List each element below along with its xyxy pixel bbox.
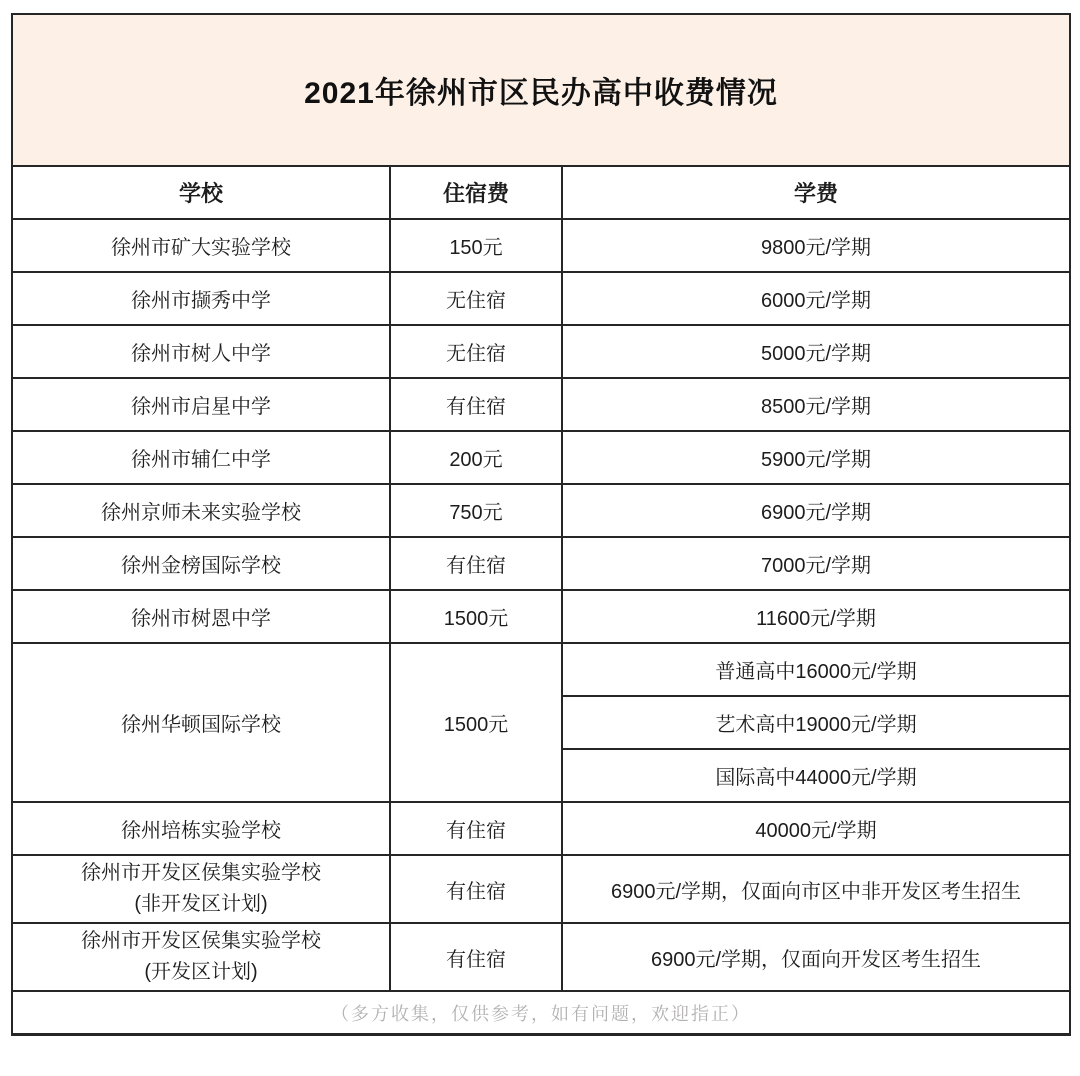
tuition-cell: 6900元/学期，仅面向市区中非开发区考生招生: [562, 855, 1070, 923]
table-footnote: （多方收集，仅供参考，如有问题，欢迎指正）: [12, 991, 1070, 1035]
boarding-cell: 有住宿: [390, 537, 562, 590]
school-cell: 徐州华顿国际学校: [12, 643, 390, 802]
tuition-cell: 9800元/学期: [562, 219, 1070, 272]
tuition-cell: 8500元/学期: [562, 378, 1070, 431]
boarding-cell: 有住宿: [390, 802, 562, 855]
table-row: [12, 219, 1070, 272]
school-name-line2: (非开发区计划): [134, 893, 268, 915]
tuition-cell: 11600元/学期: [562, 590, 1070, 643]
boarding-cell: 无住宿: [390, 272, 562, 325]
boarding-cell: 1500元: [390, 643, 562, 802]
table-row: [12, 802, 1070, 855]
tuition-cell: 6900元/学期，仅面向开发区考生招生: [562, 923, 1070, 991]
tuition-cell: 艺术高中19000元/学期: [562, 696, 1070, 749]
school-cell: 徐州京师未来实验学校: [12, 484, 390, 537]
school-cell: 徐州市矿大实验学校: [12, 219, 390, 272]
table-row: [12, 923, 1070, 991]
tuition-cell: 6900元/学期: [562, 484, 1070, 537]
boarding-cell: 750元: [390, 484, 562, 537]
column-header-boarding: 住宿费: [390, 166, 562, 219]
school-name-line1: 徐州市开发区侯集实验学校: [81, 930, 321, 952]
school-cell: 徐州市撷秀中学: [12, 272, 390, 325]
title-row: [12, 14, 1070, 166]
table-row: [12, 537, 1070, 590]
table-row: [12, 590, 1070, 643]
table-row: [12, 431, 1070, 484]
table-row: [12, 378, 1070, 431]
table-row: [12, 272, 1070, 325]
fees-table: [11, 13, 1071, 1036]
school-cell: [12, 855, 390, 923]
column-header-school: 学校: [12, 166, 390, 219]
boarding-cell: 200元: [390, 431, 562, 484]
school-name-line2: (开发区计划): [144, 961, 258, 983]
school-cell: 徐州市启星中学: [12, 378, 390, 431]
boarding-cell: 有住宿: [390, 923, 562, 991]
table-row: [12, 484, 1070, 537]
school-cell: 徐州金榜国际学校: [12, 537, 390, 590]
school-cell: [12, 923, 390, 991]
header-row: [12, 166, 1070, 219]
tuition-cell: 40000元/学期: [562, 802, 1070, 855]
tuition-cell: 6000元/学期: [562, 272, 1070, 325]
tuition-cell: 国际高中44000元/学期: [562, 749, 1070, 802]
school-cell: 徐州市辅仁中学: [12, 431, 390, 484]
tuition-cell: 5900元/学期: [562, 431, 1070, 484]
school-cell: 徐州培栋实验学校: [12, 802, 390, 855]
school-cell: 徐州市树恩中学: [12, 590, 390, 643]
tuition-cell: 7000元/学期: [562, 537, 1070, 590]
boarding-cell: 无住宿: [390, 325, 562, 378]
table-row: [12, 325, 1070, 378]
boarding-cell: 1500元: [390, 590, 562, 643]
tuition-cell: 5000元/学期: [562, 325, 1070, 378]
boarding-cell: 有住宿: [390, 855, 562, 923]
table-row: [12, 643, 1070, 696]
column-header-tuition: 学费: [562, 166, 1070, 219]
boarding-cell: 150元: [390, 219, 562, 272]
table-row: [12, 855, 1070, 923]
school-cell: 徐州市树人中学: [12, 325, 390, 378]
tuition-cell: 普通高中16000元/学期: [562, 643, 1070, 696]
boarding-cell: 有住宿: [390, 378, 562, 431]
footer-row: [12, 991, 1070, 1035]
page-title: 2021年徐州市区民办高中收费情况: [12, 14, 1070, 166]
school-name-line1: 徐州市开发区侯集实验学校: [81, 862, 321, 884]
